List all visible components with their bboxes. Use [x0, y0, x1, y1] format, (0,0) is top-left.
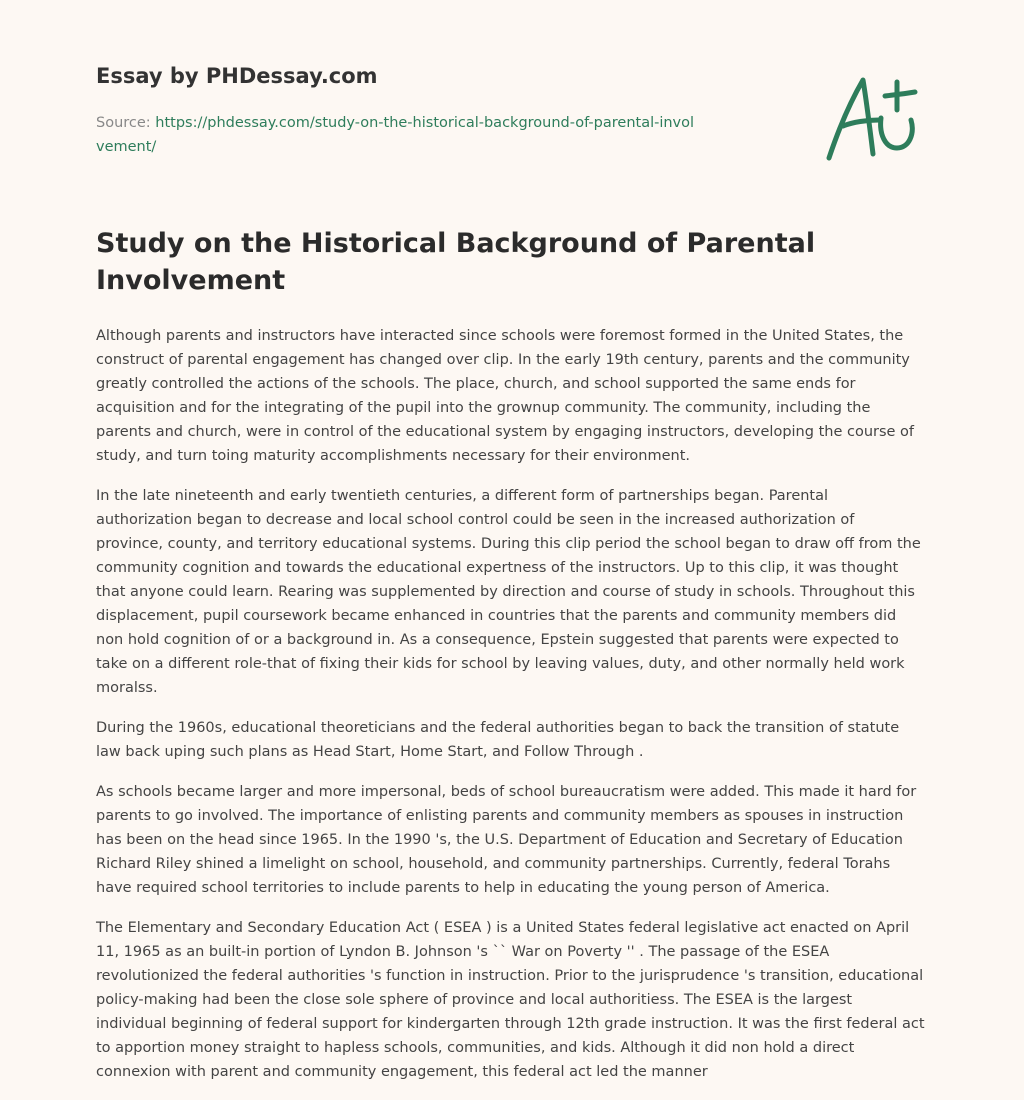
brand-header: [96, 0, 926, 200]
site-title: Essay by PHDessay.com: [96, 64, 378, 88]
source-link[interactable]: https://phdessay.com/study-on-the-historical-background-of-parental-involvement/: [96, 115, 695, 155]
page: [96, 0, 926, 1080]
document-body: [96, 324, 926, 1100]
source-line: [96, 111, 696, 159]
body-paragraph: The Elementary and Secondary Education Act ( ESEA ) is a United States federal legislative act enacted on April 11, 1965 as an built-in portion of Lyndon B. Johnson 's `` War on Poverty '' . The passage of the ESEA revolutionized the federal authorities 's function in instruction. Prior to the jurisprudence 's transition, educational policy-making had been the close sole sphere of province and local authoritiess. The ESEA is the largest individual beginning of federal support for kindergarten through 12th grade instruction. It was the first federal act to apportion money straight to hapless schools, communities, and kids. Although it did non hold a direct connexion with parent and community engagement, this federal act led the manner: [96, 920, 925, 1080]
a-plus-logo-icon: [823, 68, 925, 164]
body-paragraph: Although parents and instructors have interacted since schools were foremost formed in the United States, the construct of parental engagement has changed over clip. In the early 19th century, parents and the community greatly controlled the actions of the schools. The place, church, and school supported the same ends for acquisition and for the integrating of the pupil into the grownup community. The community, including the parents and church, were in control of the educational system by engaging instructors, developing the course of study, and turn toing maturity accomplishments necessary for their environment.: [96, 328, 915, 464]
body-paragraph: As schools became larger and more impersonal, beds of school bureaucratism were added. This made it hard for parents to go involved. The importance of enlisting parents and community members as spouses in instruction has been on the head since 1965. In the 1990 's, the U.S. Department of Education and Secretary of Education Richard Riley shined a limelight on school, household, and community partnerships. Currently, federal Torahs have required school territories to include parents to help in educating the young person of America.: [96, 784, 917, 896]
body-paragraph: In the late nineteenth and early twentieth centuries, a different form of partnerships began. Parental authorization began to decrease and local school control could be seen in the increased authorization of province, county, and territory educational systems. During this clip period the school began to draw off from the community cognition and towards the educational expertness of the instructors. Up to this clip, it was thought that anyone could learn. Rearing was supplemented by direction and course of study in schools. Throughout this displacement, pupil coursework became enhanced in countries that the parents and community members did non hold cognition of or a background in. As a consequence, Epstein suggested that parents were expected to take on a different role-that of fixing their kids for school by leaving values, duty, and other normally held work moralss.: [96, 488, 921, 696]
source-label: Source:: [96, 115, 156, 131]
body-paragraph: During the 1960s, educational theoreticians and the federal authorities began to back the transition of statute law back uping such plans as Head Start, Home Start, and Follow Through .: [96, 720, 900, 760]
document-title: Study on the Historical Background of Parental Involvement: [96, 228, 816, 296]
